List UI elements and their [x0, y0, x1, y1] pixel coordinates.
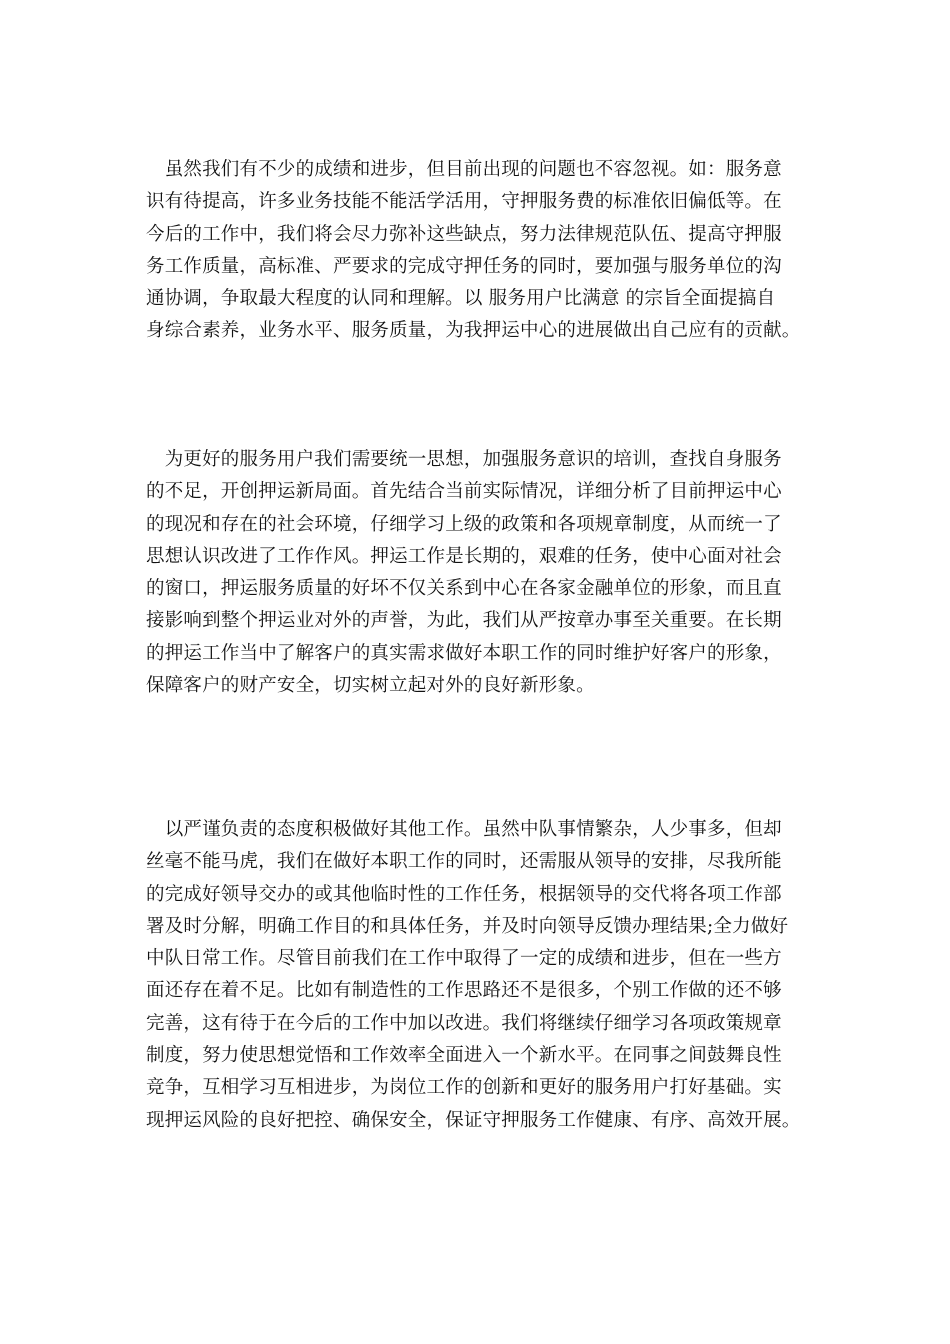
paragraph-line: 思想认识改进了工作作风。押运工作是长期的，艰难的任务，使中心面对社会 [146, 545, 782, 567]
paragraph-line: 识有待提高，许多业务技能不能活学活用，守押服务费的标准依旧偏低等。在 [146, 191, 782, 213]
paragraph-line: 接影响到整个押运业对外的声誉，为此，我们从严按章办事至关重要。在长期 [146, 610, 782, 632]
paragraph-line: 丝毫不能马虎，我们在做好本职工作的同时，还需服从领导的安排，尽我所能 [146, 851, 782, 873]
paragraph-line: 的现况和存在的社会环境，仔细学习上级的政策和各项规章制度，从而统一了 [146, 513, 782, 535]
paragraph-line: 的完成好领导交办的或其他临时性的工作任务，根据领导的交代将各项工作部 [146, 883, 782, 905]
paragraph-line: 身综合素养，业务水平、服务质量，为我押运中心的进展做出自己应有的贡献。 [146, 320, 801, 342]
paragraph-line: 通协调，争取最大程度的认同和理解。以 服务用户比满意 的宗旨全面提搞自 [146, 288, 776, 310]
paragraph-other-work [146, 814, 811, 1137]
paragraph-line: 中队日常工作。尽管目前我们在工作中取得了一定的成绩和进步，但在一些方 [146, 948, 782, 970]
paragraph-line: 署及时分解，明确工作目的和具体任务，并及时向领导反馈办理结果;全力做好 [146, 915, 789, 937]
paragraph-line: 务工作质量，高标准、严要求的完成守押任务的同时，要加强与服务单位的沟 [146, 255, 782, 277]
paragraph-unify-thinking [146, 444, 811, 702]
paragraph-line: 为更好的服务用户我们需要统一思想，加强服务意识的培训，查找自身服务 [146, 449, 782, 470]
paragraph-line: 的窗口，押运服务质量的好坏不仅关系到中心在各家金融单位的形象，而且直 [146, 578, 782, 600]
paragraph-line: 的押运工作当中了解客户的真实需求做好本职工作的同时维护好客户的形象， [146, 642, 782, 664]
paragraph-line: 制度，努力使思想觉悟和工作效率全面进入一个新水平。在同事之间鼓舞良性 [146, 1045, 782, 1067]
paragraph-line: 以严谨负责的态度积极做好其他工作。虽然中队事情繁杂，人少事多，但却 [146, 819, 782, 840]
paragraph-line: 虽然我们有不少的成绩和进步，但目前出现的问题也不容忽视。如：服务意 [146, 159, 782, 180]
paragraph-line: 现押运风险的良好把控、确保安全，保证守押服务工作健康、有序、高效开展。 [146, 1109, 801, 1131]
paragraph-line: 保障客户的财产安全，切实树立起对外的良好新形象。 [146, 675, 595, 697]
paragraph-line: 完善，这有待于在今后的工作中加以改进。我们将继续仔细学习各项政策规章 [146, 1012, 782, 1034]
paragraph-line: 面还存在着不足。比如有制造性的工作思路还不是很多，个别工作做的还不够 [146, 980, 782, 1002]
paragraph-service-issues [146, 154, 811, 348]
paragraph-line: 今后的工作中，我们将会尽力弥补这些缺点，努力法律规范队伍、提高守押服 [146, 223, 782, 245]
paragraph-line: 的不足，开创押运新局面。首先结合当前实际情况，详细分析了目前押运中心 [146, 481, 782, 503]
paragraph-line: 竞争，互相学习互相进步，为岗位工作的创新和更好的服务用户打好基础。实 [146, 1077, 782, 1099]
